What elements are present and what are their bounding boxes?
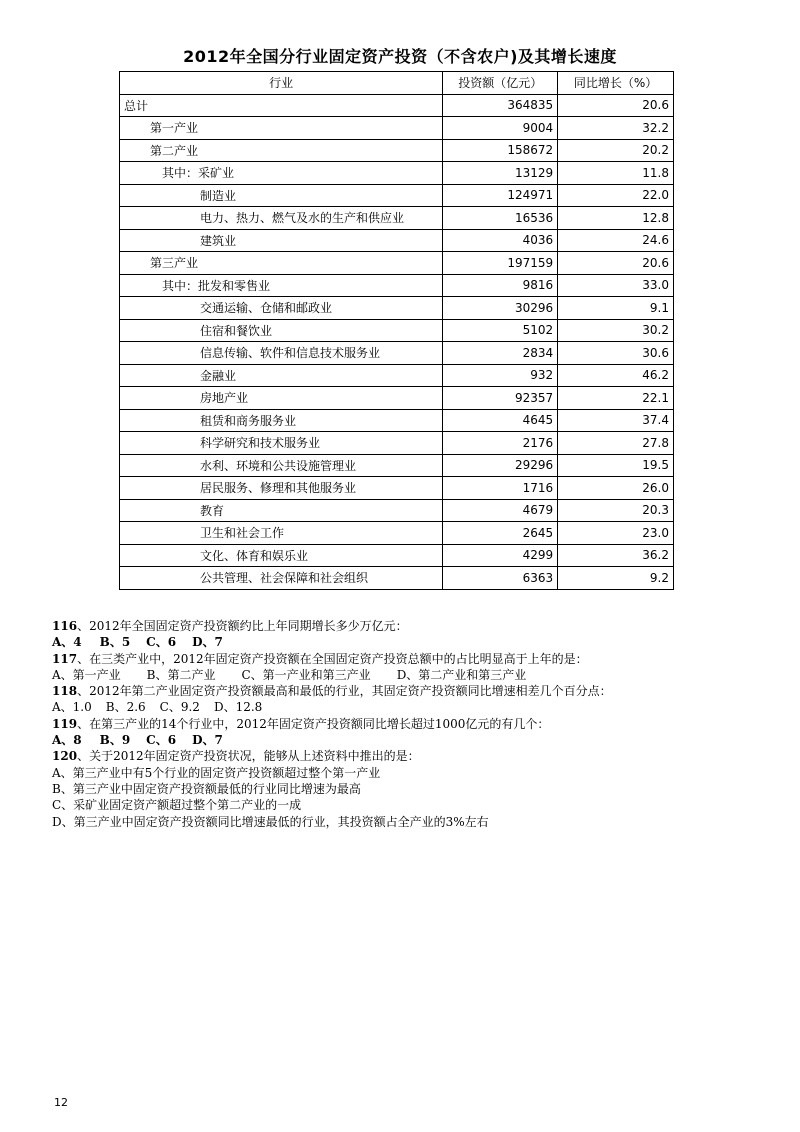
industry-cell: 卫生和社会工作 xyxy=(120,522,443,545)
industry-cell: 交通运输、仓储和邮政业 xyxy=(120,297,443,320)
amount-cell: 30296 xyxy=(443,297,558,320)
growth-cell: 20.2 xyxy=(558,139,674,162)
industry-cell: 其中：采矿业 xyxy=(120,162,443,185)
amount-cell: 2834 xyxy=(443,342,558,365)
page-number: 12 xyxy=(54,1096,68,1109)
table-row xyxy=(120,432,674,455)
question-number: 119 xyxy=(52,716,78,731)
industry-cell: 文化、体育和娱乐业 xyxy=(120,544,443,567)
table-row xyxy=(120,387,674,410)
growth-cell: 30.2 xyxy=(558,319,674,342)
investment-table xyxy=(119,71,674,590)
growth-cell: 20.6 xyxy=(558,94,674,117)
industry-cell: 其中：批发和零售业 xyxy=(120,274,443,297)
table-row xyxy=(120,319,674,342)
question-stem xyxy=(52,618,772,634)
answer-option: A、1.0 xyxy=(52,700,92,715)
growth-cell: 11.8 xyxy=(558,162,674,185)
answer-option: A、第三产业中有5个行业的固定资产投资额超过整个第一产业 xyxy=(52,765,381,780)
amount-cell: 9816 xyxy=(443,274,558,297)
question-stem xyxy=(52,716,772,732)
question-number: 120 xyxy=(52,749,78,764)
industry-cell: 信息传输、软件和信息技术服务业 xyxy=(120,342,443,365)
column-header-industry: 行业 xyxy=(120,72,443,95)
amount-cell: 4679 xyxy=(443,499,558,522)
industry-cell: 公共管理、社会保障和社会组织 xyxy=(120,567,443,590)
growth-cell: 23.0 xyxy=(558,522,674,545)
table-row xyxy=(120,409,674,432)
industry-cell: 第三产业 xyxy=(120,252,443,275)
answer-options xyxy=(52,667,772,683)
growth-cell: 24.6 xyxy=(558,229,674,252)
answer-option: B、第二产业 xyxy=(146,667,216,682)
amount-cell: 92357 xyxy=(443,387,558,410)
answer-option: C、6 xyxy=(146,635,177,650)
answer-option: B、5 xyxy=(99,635,131,650)
answer-option: B、第三产业中固定资产投资额最低的行业同比增速为最高 xyxy=(52,781,361,796)
growth-cell: 20.3 xyxy=(558,499,674,522)
table-row xyxy=(120,139,674,162)
question-text: 、在三类产业中，2012年固定资产投资额在全国固定资产投资总额中的占比明显高于上年的是： xyxy=(77,651,588,666)
answer-option: C、9.2 xyxy=(159,700,200,715)
answer-option: C、采矿业固定资产额超过整个第二产业的一成 xyxy=(52,798,302,813)
column-header-amount: 投资额（亿元） xyxy=(443,72,558,95)
industry-cell: 总计 xyxy=(120,94,443,117)
industry-cell: 租赁和商务服务业 xyxy=(120,409,443,432)
industry-cell: 水利、环境和公共设施管理业 xyxy=(120,454,443,477)
amount-cell: 2645 xyxy=(443,522,558,545)
growth-cell: 30.6 xyxy=(558,342,674,365)
growth-cell: 22.0 xyxy=(558,184,674,207)
growth-cell: 36.2 xyxy=(558,544,674,567)
table-row xyxy=(120,342,674,365)
amount-cell: 6363 xyxy=(443,567,558,590)
answer-option: D、第三产业中固定资产投资额同比增速最低的行业，其投资额占全产业的3%左右 xyxy=(52,814,489,829)
question-text: 、2012年全国固定资产投资额约比上年同期增长多少万亿元： xyxy=(77,619,408,633)
growth-cell: 27.8 xyxy=(558,432,674,455)
amount-cell: 364835 xyxy=(443,94,558,117)
table-row xyxy=(120,207,674,230)
industry-cell: 第一产业 xyxy=(120,117,443,140)
answer-option: D、7 xyxy=(192,635,223,650)
page-title: 2012年全国分行业固定资产投资（不含农户)及其增长速度 xyxy=(183,47,617,66)
amount-cell: 158672 xyxy=(443,139,558,162)
table-row xyxy=(120,499,674,522)
table-row xyxy=(120,184,674,207)
answer-options xyxy=(52,699,772,715)
question-text: 、关于2012年固定资产投资状况，能够从上述资料中推出的是： xyxy=(77,749,420,764)
industry-cell: 建筑业 xyxy=(120,229,443,252)
growth-cell: 26.0 xyxy=(558,477,674,500)
question-text: 、在第三产业的14个行业中，2012年固定资产投资额同比增长超过1000亿元的有几个： xyxy=(77,716,550,731)
answer-option: A、8 xyxy=(52,733,82,748)
amount-cell: 16536 xyxy=(443,207,558,230)
growth-cell: 19.5 xyxy=(558,454,674,477)
table-row xyxy=(120,94,674,117)
question-number: 118 xyxy=(52,684,78,699)
answer-option: D、7 xyxy=(192,733,223,748)
amount-cell: 124971 xyxy=(443,184,558,207)
table-header-row xyxy=(120,72,674,95)
answer-option: D、12.8 xyxy=(213,700,263,715)
amount-cell: 932 xyxy=(443,364,558,387)
amount-cell: 1716 xyxy=(443,477,558,500)
industry-cell: 金融业 xyxy=(120,364,443,387)
amount-cell: 13129 xyxy=(443,162,558,185)
table-row xyxy=(120,522,674,545)
growth-cell: 9.1 xyxy=(558,297,674,320)
answer-option: B、9 xyxy=(99,733,131,748)
industry-cell: 电力、热力、燃气及水的生产和供应业 xyxy=(120,207,443,230)
amount-cell: 5102 xyxy=(443,319,558,342)
amount-cell: 29296 xyxy=(443,454,558,477)
question-number: 116 xyxy=(52,619,78,633)
answer-option: A、第一产业 xyxy=(52,667,121,682)
column-header-growth: 同比增长（%） xyxy=(558,72,674,95)
amount-cell: 197159 xyxy=(443,252,558,275)
growth-cell: 37.4 xyxy=(558,409,674,432)
answer-option: B、2.6 xyxy=(105,700,146,715)
amount-cell: 2176 xyxy=(443,432,558,455)
growth-cell: 20.6 xyxy=(558,252,674,275)
table-row xyxy=(120,544,674,567)
answer-options xyxy=(52,634,772,650)
growth-cell: 22.1 xyxy=(558,387,674,410)
amount-cell: 4036 xyxy=(443,229,558,252)
answer-option: D、第二产业和第三产业 xyxy=(396,667,527,682)
amount-cell: 4299 xyxy=(443,544,558,567)
industry-cell: 居民服务、修理和其他服务业 xyxy=(120,477,443,500)
question-stem xyxy=(52,683,772,699)
table-row xyxy=(120,567,674,590)
amount-cell: 9004 xyxy=(443,117,558,140)
answer-option: C、第一产业和第三产业 xyxy=(241,667,371,682)
growth-cell: 33.0 xyxy=(558,274,674,297)
answer-option: C、6 xyxy=(146,733,177,748)
question-stem xyxy=(52,748,772,764)
answer-options xyxy=(52,732,772,748)
table-row xyxy=(120,252,674,275)
table-row xyxy=(120,229,674,252)
table-row xyxy=(120,297,674,320)
table-row xyxy=(120,162,674,185)
growth-cell: 9.2 xyxy=(558,567,674,590)
question-stem xyxy=(52,651,772,667)
table-row xyxy=(120,477,674,500)
answer-option: A、4 xyxy=(52,635,82,650)
industry-cell: 制造业 xyxy=(120,184,443,207)
table-row xyxy=(120,454,674,477)
table-row xyxy=(120,274,674,297)
industry-cell: 第二产业 xyxy=(120,139,443,162)
question-text: 、2012年第二产业固定资产投资额最高和最低的行业，其固定资产投资额同比增速相差几个百分点： xyxy=(77,684,612,699)
amount-cell: 4645 xyxy=(443,409,558,432)
table-row xyxy=(120,117,674,140)
question-number: 117 xyxy=(52,651,78,666)
growth-cell: 46.2 xyxy=(558,364,674,387)
industry-cell: 住宿和餐饮业 xyxy=(120,319,443,342)
growth-cell: 12.8 xyxy=(558,207,674,230)
question-list xyxy=(52,618,772,830)
table-body xyxy=(120,94,674,589)
table-row xyxy=(120,364,674,387)
industry-cell: 教育 xyxy=(120,499,443,522)
industry-cell: 房地产业 xyxy=(120,387,443,410)
growth-cell: 32.2 xyxy=(558,117,674,140)
industry-cell: 科学研究和技术服务业 xyxy=(120,432,443,455)
